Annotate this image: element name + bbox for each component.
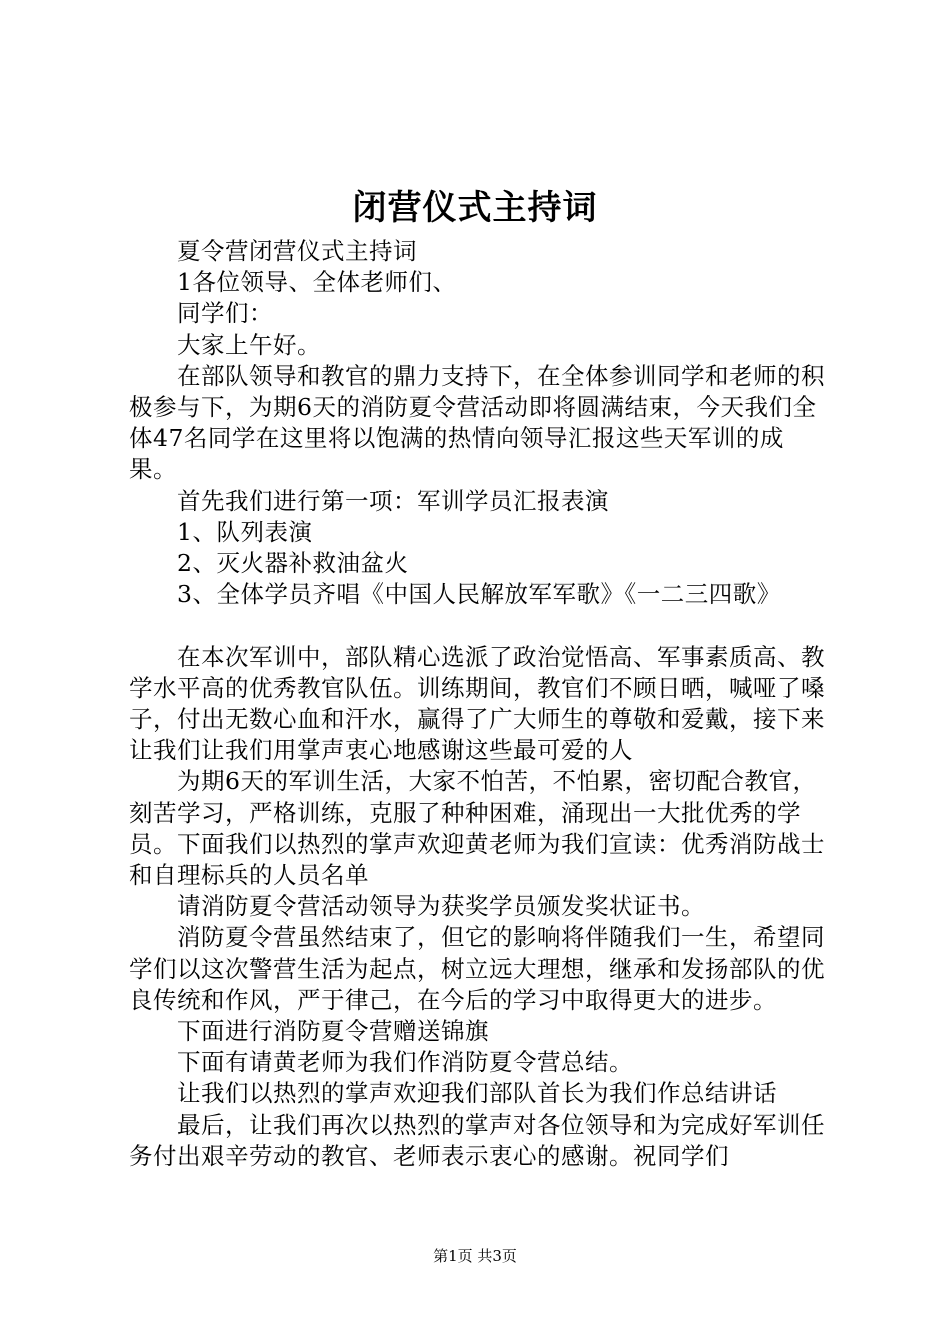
paragraph-18: 最后，让我们再次以热烈的掌声对各位领导和为完成好军训任务付出艰辛劳动的教官、老师表示衷心的感谢。祝同学们 [129,1110,825,1170]
paragraph-5: 在部队领导和教官的鼎力支持下，在全体参训同学和老师的积极参与下，为期6天的消防夏令营活动即将圆满结束，今天我们全体47名同学在这里将以饱满的热情向领导汇报这些天军训的成果。 [129,361,825,484]
paragraph-11: 在本次军训中，部队精心选派了政治觉悟高、军事素质高、教学水平高的优秀教官队伍。训练期间，教官们不顾日晒，喊哑了嗓子，付出无数心血和汗水，赢得了广大师生的尊敬和爱戴，接下来让我们让我们用掌声衷心地感谢这些最可爱的人 [129,642,825,765]
paragraph-8: 2、灭火器补救油盆火 [177,549,409,578]
document-title: 闭营仪式主持词 [352,188,598,228]
paragraph-blank [129,610,829,641]
paragraph-14: 消防夏令营虽然结束了，但它的影响将伴随我们一生，希望同学们以这次警营生活为起点，树立远大理想，继承和发扬部队的优良传统和作风，严于律己，在今后的学习中取得更大的进步。 [129,923,825,1014]
page-footer: 第1页 共3页 [433,1247,517,1265]
paragraph-4: 大家上午好。 [177,330,321,359]
paragraph-13: 请消防夏令营活动领导为获奖学员颁发奖状证书。 [177,892,705,921]
paragraph-17: 让我们以热烈的掌声欢迎我们部队首长为我们作总结讲话 [177,1079,777,1108]
document-body [129,236,829,1172]
paragraph-7: 1、队列表演 [177,517,313,546]
paragraph-9: 3、全体学员齐唱《中国人民解放军军歌》《一二三四歌》 [177,580,781,609]
paragraph-6: 首先我们进行第一项：军训学员汇报表演 [177,486,609,515]
paragraph-1: 夏令营闭营仪式主持词 [177,237,417,265]
paragraph-12: 为期6天的军训生活，大家不怕苦，不怕累，密切配合教官，刻苦学习，严格训练，克服了种种困难，涌现出一大批优秀的学员。下面我们以热烈的掌声欢迎黄老师为我们宣读：优秀消防战士和自理标兵的人员名单 [129,767,825,890]
paragraph-16: 下面有请黄老师为我们作消防夏令营总结。 [177,1048,633,1077]
paragraph-3: 同学们： [177,299,273,328]
paragraph-2: 1各位领导、全体老师们、 [177,268,457,297]
paragraph-15: 下面进行消防夏令营赠送锦旗 [177,1017,489,1046]
